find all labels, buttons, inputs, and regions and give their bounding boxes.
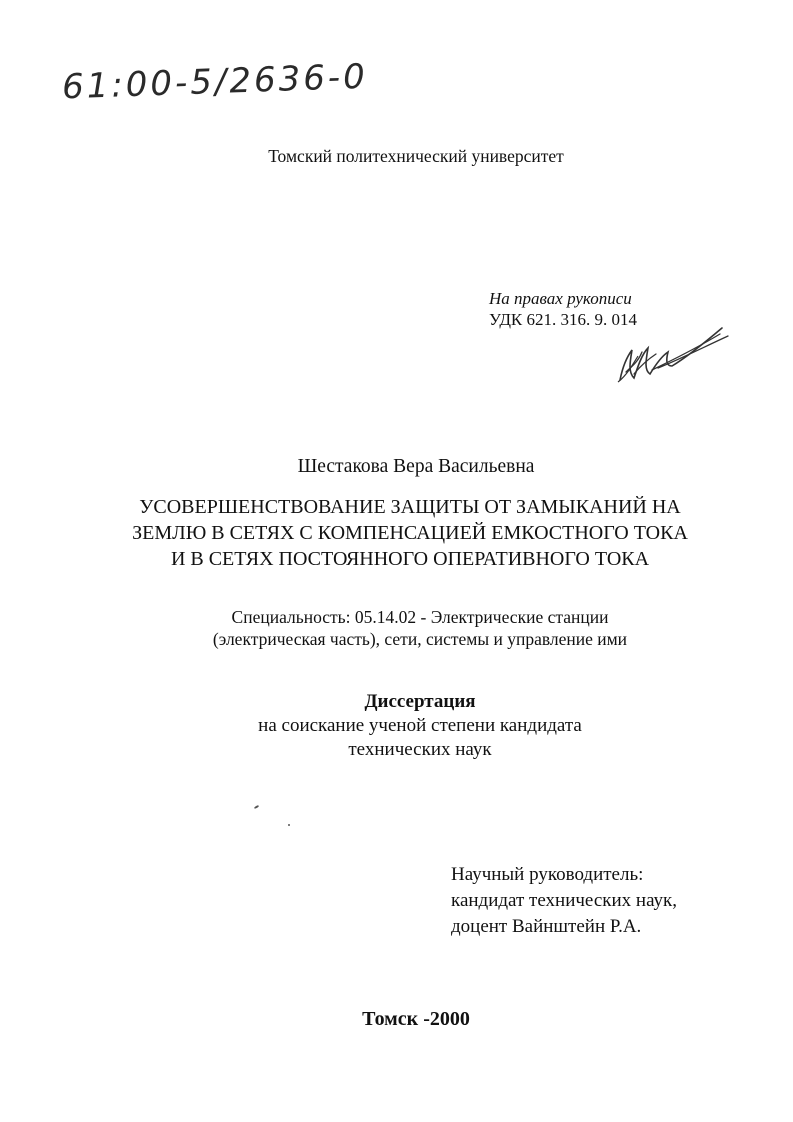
specialty-block <box>100 606 740 650</box>
specialty-line: Специальность: 05.14.02 - Электрические станции <box>231 607 609 627</box>
scan-speck <box>254 805 259 809</box>
dissertation-block <box>100 690 740 762</box>
supervisor-line: Научный руководитель: <box>451 864 644 885</box>
city-year: Томск -2000 <box>362 1008 470 1030</box>
archive-number-stamp: 61:00-5/2636-0 <box>61 56 369 108</box>
title-line: ЗЕМЛЮ В СЕТЯХ С КОМПЕНСАЦИЕЙ ЕМКОСТНОГО ТОКА <box>132 522 688 544</box>
dissertation-title <box>60 494 760 572</box>
university-name: Томский политехнический университет <box>268 146 564 166</box>
specialty-line: (электрическая часть), сети, системы и управление ими <box>212 629 628 649</box>
udc-code: УДК 621. 316. 9. 014 <box>489 310 638 329</box>
dissertation-label: Диссертация <box>364 691 476 712</box>
supervisor-line: кандидат технических наук, <box>451 890 678 911</box>
degree-line: на соискание ученой степени кандидата <box>258 715 582 736</box>
scan-speck <box>288 824 290 826</box>
degree-line: технических наук <box>348 739 492 760</box>
author-name: Шестакова Вера Васильевна <box>297 456 535 477</box>
rights-note: На правах рукописи <box>489 289 632 308</box>
title-line: УСОВЕРШЕНСТВОВАНИЕ ЗАЩИТЫ ОТ ЗАМЫКАНИЙ НА <box>139 496 681 518</box>
signature-icon <box>612 322 730 386</box>
supervisor-block <box>451 862 677 940</box>
supervisor-line: доцент Вайнштейн Р.А. <box>451 916 642 937</box>
title-line: И В СЕТЯХ ПОСТОЯННОГО ОПЕРАТИВНОГО ТОКА <box>170 548 650 570</box>
